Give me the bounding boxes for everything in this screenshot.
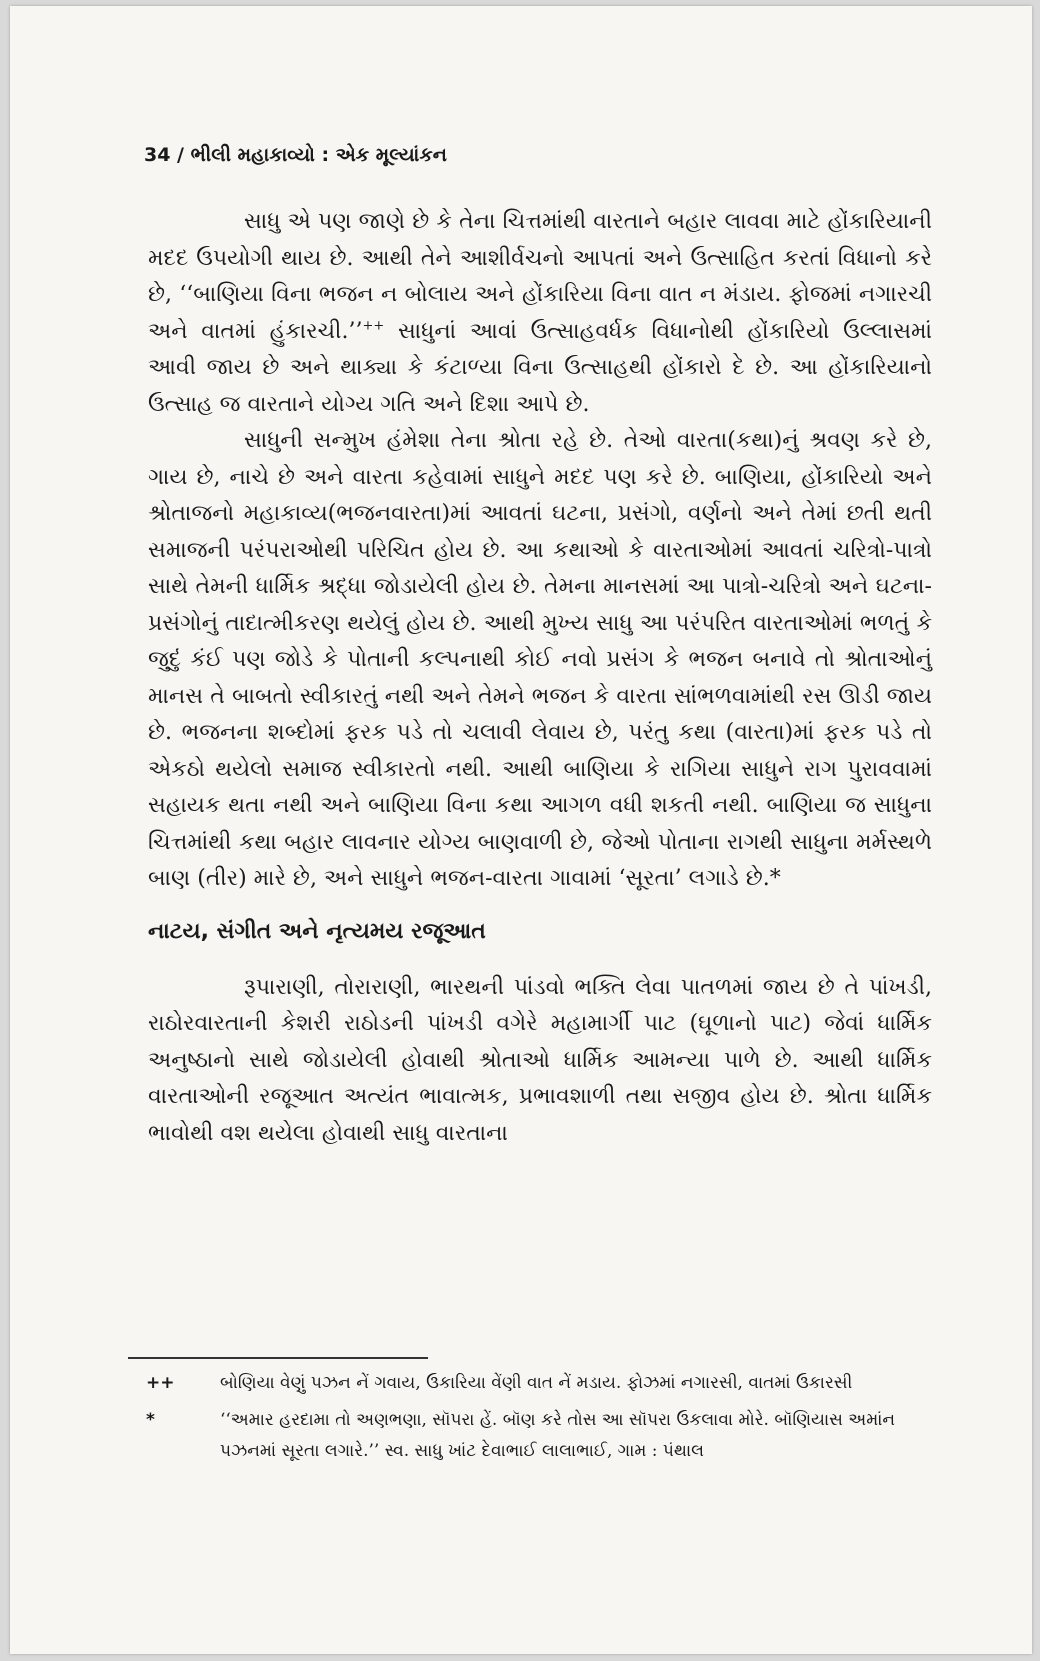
running-header: 34 / ભીલી મહાકાવ્યો : એક મૂલ્યાંકન <box>144 144 447 166</box>
paragraph-1-text: સાધુ એ પણ જાણે છે કે તેના ચિત્તમાંથી વારતાને બહાર લાવવા માટે હોંકારિયાની મદદ ઉપયોગી થાય છે. આથી તેને આશીર્વચનો આપતાં અને ઉત્સાહિત કરતાં વિધાનો કરે છે, ‘‘બાણિયા વિના ભજન ન બોલાય અને હોંકારિયા વિના વાત ન મંડાય. ફોજમાં નગારચી અને વાતમાં હુંકારચી.’’ <box>148 209 932 344</box>
footnote-1 <box>146 1368 936 1399</box>
paragraph-1 <box>148 204 932 423</box>
footnotes <box>146 1368 936 1473</box>
footnote-2-mark: * <box>146 1410 155 1430</box>
footnote-2 <box>146 1405 936 1467</box>
footnote-1-mark: ++ <box>146 1373 175 1393</box>
footnote-divider <box>128 1357 428 1359</box>
paragraph-2: સાધુની સન્મુખ હંમેશા તેના શ્રોતા રહે છે. તેઓ વારતા(કથા)નું શ્રવણ કરે છે, ગાય છે, નાચે છે અને વારતા કહેવામાં સાધુને મદદ પણ કરે છે. બાણિયા, હોંકારિયો અને શ્રોતાજનો મહાકાવ્ય(ભજનવારતા)માં આવતાં ઘટના, પ્રસંગો, વર્ણનો અને તેમાં છતી થતી સમાજની પરંપરાઓથી પરિચિત હોય છે. આ કથાઓ કે વારતાઓમાં આવતાં ચરિત્રો-પાત્રો સાથે તેમની ધાર્મિક શ્રદ્ધા જોડાયેલી હોય છે. તેમના માનસમાં આ પાત્રો-ચરિત્રો અને ઘટના-પ્રસંગોનું તાદાત્મીકરણ થયેલું હોય છે. આથી મુખ્ય સાધુ આ પરંપરિત વારતાઓમાં ભળતું કે જુદું કંઈ પણ જોડે કે પોતાની કલ્પનાથી કોઈ નવો પ્રસંગ કે ભજન બનાવે તો શ્રોતાઓનું માનસ તે બાબતો સ્વીકારતું નથી અને તેમને ભજન કે વારતા સાંભળવામાંથી રસ ઊડી જાય છે. ભજનના શબ્દોમાં ફરક પડે તો ચલાવી લેવાય છે, પરંતુ કથા (વારતા)માં ફરક પડે તો એકઠો થયેલો સમાજ સ્વીકારતો નથી. આથી બાણિયા કે રાગિયા સાધુને રાગ પુરાવવામાં સહાયક થતા નથી અને બાણિયા વિના કથા આગળ વધી શકતી નથી. બાણિયા જ સાધુના ચિત્તમાંથી કથા બહાર લાવનાર યોગ્ય બાણવાળી છે, જેઓ પોતાના રાગથી સાધુના મર્મસ્થળે બાણ (તીર) મારે છે, અને સાધુને ભજન-વારતા ગાવામાં ‘સૂરતા’ લગાડે છે.* <box>148 428 932 891</box>
paragraph-1b-text: સાધુનાં આવાં ઉત્સાહવર્ધક વિધાનોથી હોંકારિયો ઉલ્લાસમાં આવી જાય છે અને થાક્યા કે કંટાળ્યા વિના ઉત્સાહથી હોંકારો દે છે. આ હોંકારિયાનો ઉત્સાહ જ વારતાને યોગ્ય ગતિ અને દિશા આપે છે. <box>148 318 932 417</box>
paragraph-3: રૂપારાણી, તોરારાણી, ભારથની પાંડવો ભક્તિ લેવા પાતળમાં જાય છે તે પાંખડી, રાઠોરવારતાની કેશરી રાઠોડની પાંખડી વગેરે મહામાર્ગી પાટ (ઘૂળાનો પાટ) જેવાં ધાર્મિક અનુષ્ઠાનો સાથે જોડાયેલી હોવાથી શ્રોતાઓ ધાર્મિક આમન્યા પાળે છે. આથી ધાર્મિક વારતાઓની રજૂઆત અત્યંત ભાવાત્મક, પ્રભાવશાળી તથા સજીવ હોય છે. શ્રોતા ધાર્મિક ભાવોથી વશ થયેલા હોવાથી સાધુ વારતાના <box>148 974 932 1146</box>
book-page <box>10 6 1032 1654</box>
section-heading: નાટય, સંગીત અને નૃત્યમય રજૂઆત <box>148 918 486 944</box>
footnote-1-text: બોણિયા વેણું પઝન નેં ગવાય, ઉકારિયા વેંણી વાત નેં મડાય. ફોઝમાં નગારસી, વાતમાં ઉકારસી <box>220 1373 853 1393</box>
main-text <box>148 204 932 1152</box>
footnote-2-text: ‘‘અમાર હરદામા તો અણભણા, સૉપરા હેં. બૉણ કરે તોસ આ સૉપરા ઉકલાવા મોરે. બૉણિયાસ અમાંન પઝનમાં સૂરતા લગારે.’’ સ્વ. સાધુ ખાંટ દેવાભાઈ લાલાભાઈ, ગામ : પંથાલ <box>220 1410 896 1461</box>
footnote-ref-plus: ++ <box>362 318 385 334</box>
